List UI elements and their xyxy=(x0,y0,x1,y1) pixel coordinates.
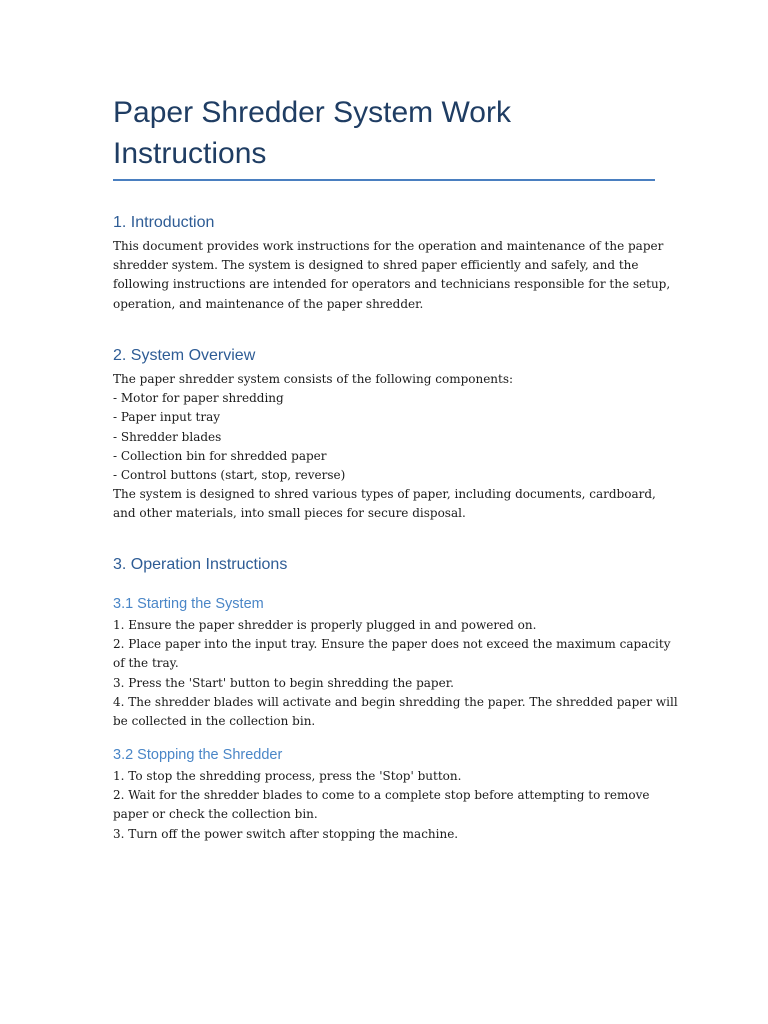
paragraph-line: shredder system. The system is designed to shred paper efficiently and safely, and the xyxy=(113,258,639,273)
title-divider xyxy=(113,179,655,181)
step-line: 1. To stop the shredding process, press the 'Stop' button. xyxy=(113,769,462,783)
step-line: of the tray. xyxy=(113,656,179,671)
section-heading-system-overview: 2. System Overview xyxy=(113,347,256,364)
step-line: 2. Wait for the shredder blades to come to a complete stop before attempting to remove xyxy=(113,788,650,803)
step-line: paper or check the collection bin. xyxy=(113,807,318,822)
paragraph-line: operation, and maintenance of the paper shredder. xyxy=(113,296,424,311)
component-list-item: - Collection bin for shredded paper xyxy=(113,448,327,463)
component-list-item: - Control buttons (start, stop, reverse) xyxy=(113,468,346,483)
step-line: 1. Ensure the paper shredder is properly plugged in and powered on. xyxy=(113,618,537,632)
subsection-heading-stopping-the-shredder: 3.2 Stopping the Shredder xyxy=(113,747,283,763)
component-list-item: - Shredder blades xyxy=(113,429,222,444)
step-line: be collected in the collection bin. xyxy=(113,714,316,729)
document-title: Paper Shredder System Work Instructions xyxy=(113,96,511,170)
step-line: 3. Turn off the power switch after stopping the machine. xyxy=(113,826,459,841)
paragraph-line: This document provides work instructions for the operation and maintenance of the paper xyxy=(113,239,664,253)
component-list-item: - Paper input tray xyxy=(113,410,220,425)
step-line: 3. Press the 'Start' button to begin shredding the paper. xyxy=(113,675,454,690)
paragraph-line: The system is designed to shred various types of paper, including documents, cardboard, xyxy=(113,487,656,502)
section-heading-introduction: 1. Introduction xyxy=(113,214,215,231)
subsection-heading-starting-the-system: 3.1 Starting the System xyxy=(113,596,264,612)
paragraph-line: The paper shredder system consists of the following components: xyxy=(113,372,514,386)
paragraph-line: and other materials, into small pieces for secure disposal. xyxy=(113,506,466,521)
paragraph-line: following instructions are intended for operators and technicians responsible for the setup, xyxy=(113,277,671,292)
introduction-paragraph xyxy=(113,237,671,314)
system-overview-body xyxy=(113,370,658,524)
section-heading-operation-instructions: 3. Operation Instructions xyxy=(113,556,288,573)
starting-steps xyxy=(113,616,678,731)
step-line: 2. Place paper into the input tray. Ensure the paper does not exceed the maximum capacity xyxy=(113,637,671,652)
component-list-item: - Motor for paper shredding xyxy=(113,391,284,406)
step-line: 4. The shredder blades will activate and begin shredding the paper. The shredded paper will xyxy=(113,694,678,709)
stopping-steps xyxy=(113,767,658,844)
